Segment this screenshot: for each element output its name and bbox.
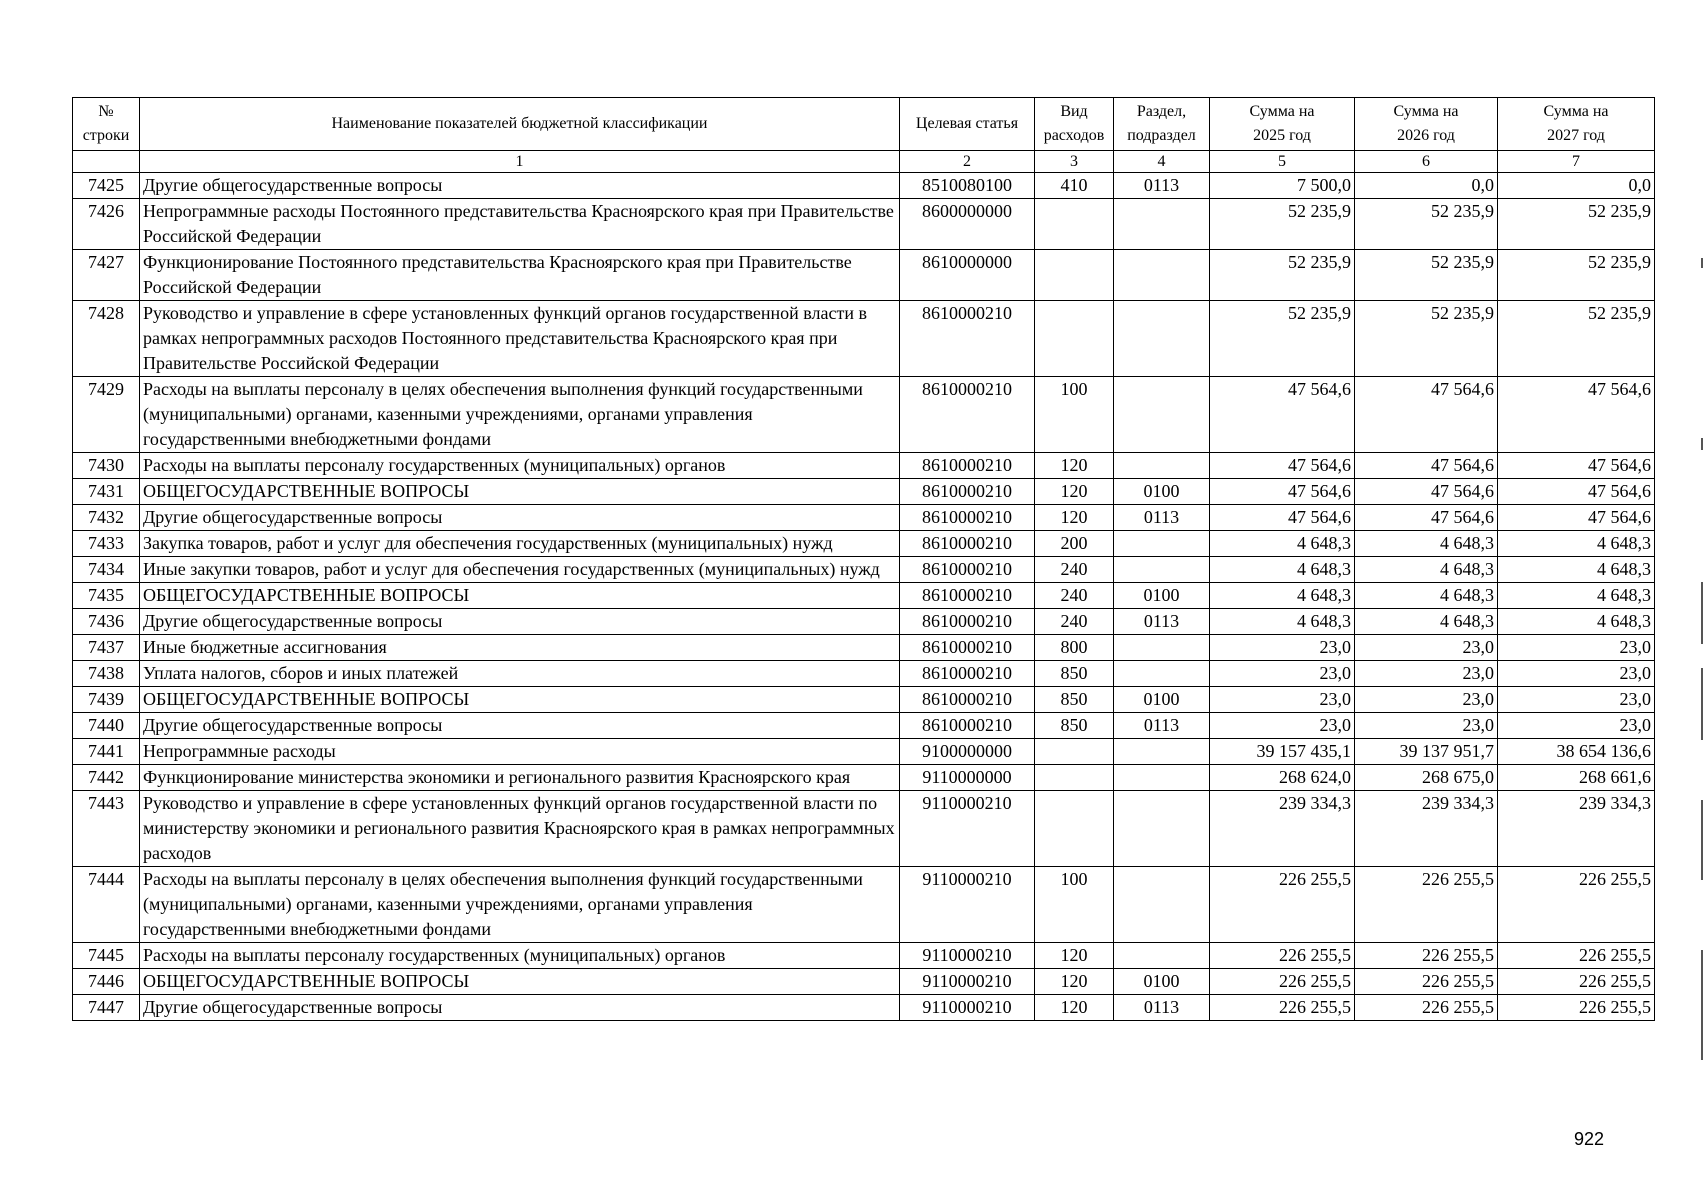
target-article: 9110000210 [900,969,1035,995]
table-body [73,151,1655,1021]
sum-2026: 52 235,9 [1355,199,1498,250]
expense-type: 410 [1035,173,1114,199]
sum-2026: 23,0 [1355,687,1498,713]
target-article: 8610000210 [900,531,1035,557]
table-row [73,173,1655,199]
table-row [73,713,1655,739]
sum-2026: 226 255,5 [1355,943,1498,969]
sum-2027: 52 235,9 [1498,301,1655,377]
column-number: 3 [1035,151,1114,173]
indicator-name: Руководство и управление в сфере установленных функций органов государственной власти по министерству экономики и регионального развития Красноярского края в рамках непрограммных расходов [140,791,900,867]
sum-2025: 52 235,9 [1210,301,1355,377]
sum-2027: 4 648,3 [1498,583,1655,609]
header-name: Наименование показателей бюджетной классификации [140,98,900,151]
table-row [73,531,1655,557]
sum-2025: 23,0 [1210,661,1355,687]
row-number: 7435 [73,583,140,609]
indicator-name: Расходы на выплаты персоналу государственных (муниципальных) органов [140,453,900,479]
sum-2025: 226 255,5 [1210,969,1355,995]
section-subsection [1114,531,1210,557]
column-number: 7 [1498,151,1655,173]
header-vid: Вид расходов [1035,98,1114,151]
target-article: 9110000210 [900,791,1035,867]
row-number: 7444 [73,867,140,943]
target-article: 8610000210 [900,453,1035,479]
row-number: 7426 [73,199,140,250]
expense-type: 240 [1035,583,1114,609]
table-row [73,301,1655,377]
expense-type: 120 [1035,995,1114,1021]
table-row [73,867,1655,943]
indicator-name: ОБЩЕГОСУДАРСТВЕННЫЕ ВОПРОСЫ [140,479,900,505]
target-article: 8610000210 [900,661,1035,687]
sum-2027: 0,0 [1498,173,1655,199]
row-number: 7432 [73,505,140,531]
indicator-name: Расходы на выплаты персоналу в целях обеспечения выполнения функций государственными (муниципальными) органами, казенными учреждениями, органами управления государственными внебюджетными фондами [140,377,900,453]
expense-type: 800 [1035,635,1114,661]
sum-2025: 23,0 [1210,687,1355,713]
section-subsection [1114,199,1210,250]
section-subsection: 0100 [1114,687,1210,713]
section-subsection [1114,867,1210,943]
section-subsection: 0100 [1114,479,1210,505]
row-number: 7438 [73,661,140,687]
indicator-name: ОБЩЕГОСУДАРСТВЕННЫЕ ВОПРОСЫ [140,969,900,995]
expense-type: 120 [1035,479,1114,505]
row-number: 7445 [73,943,140,969]
target-article: 8610000210 [900,479,1035,505]
expense-type [1035,791,1114,867]
sum-2025: 23,0 [1210,713,1355,739]
expense-type: 240 [1035,557,1114,583]
column-number: 6 [1355,151,1498,173]
sum-2026: 47 564,6 [1355,453,1498,479]
header-row [73,98,1655,151]
section-subsection: 0113 [1114,995,1210,1021]
row-number: 7436 [73,609,140,635]
sum-2027: 4 648,3 [1498,531,1655,557]
expense-type [1035,301,1114,377]
sum-2025: 226 255,5 [1210,943,1355,969]
sum-2026: 47 564,6 [1355,505,1498,531]
scan-edge-mark [1701,950,1703,1060]
expense-type: 200 [1035,531,1114,557]
row-number: 7431 [73,479,140,505]
table-row [73,995,1655,1021]
target-article: 8610000210 [900,687,1035,713]
section-subsection [1114,453,1210,479]
row-number: 7428 [73,301,140,377]
target-article: 8610000000 [900,250,1035,301]
indicator-name: Руководство и управление в сфере установленных функций органов государственной власти в рамках непрограммных расходов Постоянного представительства Красноярского края при Правительстве Российской Федерации [140,301,900,377]
target-article: 8600000000 [900,199,1035,250]
sum-2025: 7 500,0 [1210,173,1355,199]
table-row [73,791,1655,867]
scan-edge-mark [1701,668,1703,740]
sum-2026: 4 648,3 [1355,609,1498,635]
expense-type: 120 [1035,505,1114,531]
section-subsection [1114,791,1210,867]
row-number: 7446 [73,969,140,995]
row-number: 7447 [73,995,140,1021]
target-article: 8510080100 [900,173,1035,199]
section-subsection: 0113 [1114,505,1210,531]
header-sum-2027: Сумма на 2027 год [1498,98,1655,151]
section-subsection: 0113 [1114,173,1210,199]
expense-type [1035,765,1114,791]
sum-2025: 47 564,6 [1210,505,1355,531]
table-row [73,583,1655,609]
row-number: 7434 [73,557,140,583]
sum-2025: 4 648,3 [1210,531,1355,557]
sum-2027: 226 255,5 [1498,943,1655,969]
sum-2027: 226 255,5 [1498,969,1655,995]
row-number: 7441 [73,739,140,765]
indicator-name: Закупка товаров, работ и услуг для обеспечения государственных (муниципальных) нужд [140,531,900,557]
sum-2027: 38 654 136,6 [1498,739,1655,765]
sum-2026: 52 235,9 [1355,301,1498,377]
indicator-name: Иные бюджетные ассигнования [140,635,900,661]
header-razdel: Раздел, подраздел [1114,98,1210,151]
row-number: 7433 [73,531,140,557]
target-article: 9110000210 [900,995,1035,1021]
target-article: 8610000210 [900,377,1035,453]
sum-2027: 47 564,6 [1498,377,1655,453]
sum-2027: 52 235,9 [1498,199,1655,250]
table-row [73,479,1655,505]
row-number: 7429 [73,377,140,453]
row-number: 7440 [73,713,140,739]
sum-2027: 4 648,3 [1498,557,1655,583]
section-subsection [1114,739,1210,765]
target-article: 8610000210 [900,609,1035,635]
target-article: 9110000210 [900,867,1035,943]
indicator-name: Иные закупки товаров, работ и услуг для обеспечения государственных (муниципальных) нужд [140,557,900,583]
table-row [73,661,1655,687]
column-number: 2 [900,151,1035,173]
indicator-name: Функционирование министерства экономики и регионального развития Красноярского края [140,765,900,791]
indicator-name: Другие общегосударственные вопросы [140,505,900,531]
sum-2026: 23,0 [1355,661,1498,687]
sum-2025: 4 648,3 [1210,583,1355,609]
indicator-name: Расходы на выплаты персоналу государственных (муниципальных) органов [140,943,900,969]
row-number: 7427 [73,250,140,301]
header-sum-2026: Сумма на 2026 год [1355,98,1498,151]
table-row [73,609,1655,635]
section-subsection [1114,765,1210,791]
section-subsection [1114,635,1210,661]
scan-edge-mark [1701,800,1703,880]
expense-type: 850 [1035,661,1114,687]
row-number: 7430 [73,453,140,479]
table-row [73,377,1655,453]
target-article: 8610000210 [900,557,1035,583]
sum-2025: 239 334,3 [1210,791,1355,867]
sum-2027: 226 255,5 [1498,995,1655,1021]
sum-2025: 52 235,9 [1210,199,1355,250]
scan-edge-mark [1701,438,1703,450]
table-row [73,505,1655,531]
expense-type: 100 [1035,867,1114,943]
section-subsection [1114,377,1210,453]
page-number: 922 [1574,1129,1605,1149]
table-row [73,969,1655,995]
section-subsection: 0100 [1114,583,1210,609]
indicator-name: Расходы на выплаты персоналу в целях обеспечения выполнения функций государственными (муниципальными) органами, казенными учреждениями, органами управления государственными внебюджетными фондами [140,867,900,943]
sum-2026: 4 648,3 [1355,557,1498,583]
sum-2026: 226 255,5 [1355,995,1498,1021]
target-article: 9100000000 [900,739,1035,765]
sum-2025: 47 564,6 [1210,453,1355,479]
sum-2027: 23,0 [1498,713,1655,739]
expense-type [1035,739,1114,765]
target-article: 8610000210 [900,635,1035,661]
indicator-name: Другие общегосударственные вопросы [140,713,900,739]
column-number: 5 [1210,151,1355,173]
expense-type: 850 [1035,713,1114,739]
expense-type: 240 [1035,609,1114,635]
column-number: 1 [140,151,900,173]
sum-2025: 268 624,0 [1210,765,1355,791]
column-number-spacer [73,151,140,173]
sum-2027: 23,0 [1498,635,1655,661]
row-number: 7443 [73,791,140,867]
indicator-name: Другие общегосударственные вопросы [140,995,900,1021]
sum-2027: 268 661,6 [1498,765,1655,791]
sum-2026: 0,0 [1355,173,1498,199]
section-subsection: 0100 [1114,969,1210,995]
sum-2026: 226 255,5 [1355,969,1498,995]
table-row [73,687,1655,713]
sum-2027: 47 564,6 [1498,505,1655,531]
sum-2027: 226 255,5 [1498,867,1655,943]
indicator-name: ОБЩЕГОСУДАРСТВЕННЫЕ ВОПРОСЫ [140,583,900,609]
column-number-row [73,151,1655,173]
sum-2026: 4 648,3 [1355,531,1498,557]
column-number: 4 [1114,151,1210,173]
sum-2026: 23,0 [1355,713,1498,739]
sum-2025: 52 235,9 [1210,250,1355,301]
expense-type [1035,250,1114,301]
expense-type: 120 [1035,943,1114,969]
sum-2025: 39 157 435,1 [1210,739,1355,765]
table-row [73,199,1655,250]
sum-2026: 4 648,3 [1355,583,1498,609]
table-row [73,635,1655,661]
scan-edge-mark [1701,582,1703,644]
section-subsection: 0113 [1114,609,1210,635]
sum-2026: 239 334,3 [1355,791,1498,867]
sum-2025: 226 255,5 [1210,867,1355,943]
table-row [73,943,1655,969]
expense-type: 100 [1035,377,1114,453]
indicator-name: ОБЩЕГОСУДАРСТВЕННЫЕ ВОПРОСЫ [140,687,900,713]
sum-2026: 268 675,0 [1355,765,1498,791]
sum-2026: 23,0 [1355,635,1498,661]
sum-2025: 226 255,5 [1210,995,1355,1021]
table-row [73,250,1655,301]
indicator-name: Другие общегосударственные вопросы [140,173,900,199]
sum-2027: 23,0 [1498,661,1655,687]
expense-type: 120 [1035,969,1114,995]
section-subsection [1114,661,1210,687]
expense-type: 850 [1035,687,1114,713]
sum-2025: 23,0 [1210,635,1355,661]
sum-2027: 239 334,3 [1498,791,1655,867]
sum-2026: 226 255,5 [1355,867,1498,943]
section-subsection [1114,943,1210,969]
header-sum-2025: Сумма на 2025 год [1210,98,1355,151]
sum-2027: 23,0 [1498,687,1655,713]
sum-2027: 52 235,9 [1498,250,1655,301]
target-article: 8610000210 [900,301,1035,377]
target-article: 8610000210 [900,713,1035,739]
target-article: 8610000210 [900,583,1035,609]
row-number: 7439 [73,687,140,713]
scan-edge-mark [1701,258,1703,268]
table-row [73,765,1655,791]
target-article: 8610000210 [900,505,1035,531]
indicator-name: Другие общегосударственные вопросы [140,609,900,635]
budget-table [72,97,1655,1021]
row-number: 7442 [73,765,140,791]
section-subsection [1114,557,1210,583]
table-row [73,739,1655,765]
table-row [73,453,1655,479]
header-target: Целевая статья [900,98,1035,151]
sum-2025: 47 564,6 [1210,479,1355,505]
header-row-no: № строки [73,98,140,151]
section-subsection: 0113 [1114,713,1210,739]
sum-2026: 47 564,6 [1355,377,1498,453]
sum-2026: 52 235,9 [1355,250,1498,301]
target-article: 9110000210 [900,943,1035,969]
sum-2026: 39 137 951,7 [1355,739,1498,765]
expense-type [1035,199,1114,250]
indicator-name: Уплата налогов, сборов и иных платежей [140,661,900,687]
row-number: 7437 [73,635,140,661]
section-subsection [1114,301,1210,377]
sum-2025: 4 648,3 [1210,557,1355,583]
table-row [73,557,1655,583]
expense-type: 120 [1035,453,1114,479]
target-article: 9110000000 [900,765,1035,791]
sum-2025: 47 564,6 [1210,377,1355,453]
row-number: 7425 [73,173,140,199]
indicator-name: Непрограммные расходы [140,739,900,765]
section-subsection [1114,250,1210,301]
sum-2027: 4 648,3 [1498,609,1655,635]
sum-2026: 47 564,6 [1355,479,1498,505]
sum-2027: 47 564,6 [1498,453,1655,479]
sum-2027: 47 564,6 [1498,479,1655,505]
indicator-name: Функционирование Постоянного представительства Красноярского края при Правительстве Российской Федерации [140,250,900,301]
indicator-name: Непрограммные расходы Постоянного представительства Красноярского края при Правительстве Российской Федерации [140,199,900,250]
sum-2025: 4 648,3 [1210,609,1355,635]
